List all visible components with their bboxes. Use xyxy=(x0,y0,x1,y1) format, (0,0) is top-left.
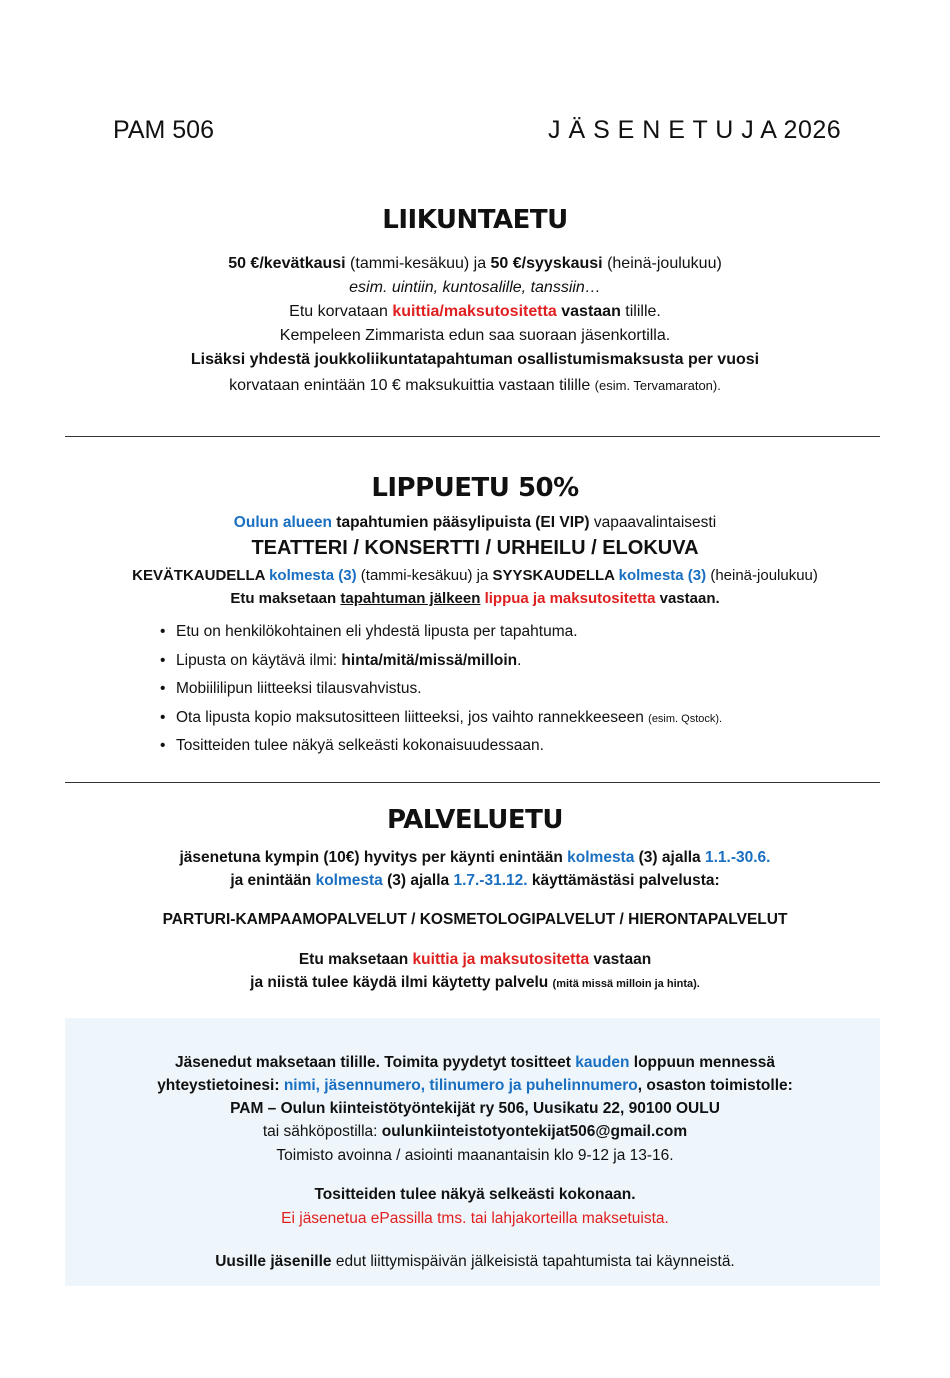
info-line-2: yhteystietoinesi: nimi, jäsennumero, tilinumero ja puhelinnumero, osaston toimistolle: xyxy=(157,1077,793,1094)
lippu-bullet-list xyxy=(160,618,860,761)
lippu-line-3: KEVÄTKAUDELLA kolmesta (3) (tammi-kesäkuu) ja SYYSKAUDELLA kolmesta (3) (heinä-joulukuu) xyxy=(132,567,818,584)
list-item: • Lipusta on käytävä ilmi: hinta/mitä/missä/milloin. xyxy=(160,647,860,676)
email-link[interactable]: oulunkiinteistotyontekijat506@gmail.com xyxy=(381,1123,688,1140)
palvelu-line-4: Etu maksetaan kuittia ja maksutositetta vastaan xyxy=(298,951,652,968)
palvelu-heading: PALVELUETU xyxy=(386,805,564,835)
lippu-heading: LIPPUETU 50% xyxy=(371,473,579,503)
divider-1 xyxy=(65,436,880,437)
info-line-8: Uusille jäsenille edut liittymispäivän jälkeisistä tapahtumista tai käynneistä. xyxy=(215,1253,735,1270)
palvelu-services: PARTURI-KAMPAAMOPALVELUT / KOSMETOLOGIPALVELUT / HIERONTAPALVELUT xyxy=(162,911,788,928)
liikunta-line-4: Kempeleen Zimmarista edun saa suoraan jäsenkortilla. xyxy=(279,327,671,344)
info-email-line: tai sähköpostilla: oulunkiinteistotyontekijat506@gmail.com xyxy=(262,1123,688,1140)
org-title: PAM 506 xyxy=(113,116,214,144)
lippu-categories: TEATTERI / KONSERTTI / URHEILU / ELOKUVA xyxy=(251,537,699,559)
lippu-line-1: Oulun alueen tapahtumien pääsylipuista (EI VIP) vapaavalintaisesti xyxy=(233,514,717,531)
list-item: • Mobiililipun liitteeksi tilausvahvistus. xyxy=(160,675,860,704)
document-title: J Ä S E N E T U J A 2026 xyxy=(548,116,842,144)
info-line-7: Ei jäsenetua ePassilla tms. tai lahjakorteilla maksetuista. xyxy=(281,1210,669,1227)
info-line-1: Jäsenedut maksetaan tilille. Toimita pyydetyt tositteet kauden loppuun mennessä xyxy=(174,1054,776,1071)
liikunta-line-5: Lisäksi yhdestä joukkoliikuntatapahtuman osallistumismaksusta per vuosi xyxy=(190,351,760,368)
liikunta-line-2: esim. uintiin, kuntosalille, tanssiin… xyxy=(349,279,601,296)
divider-2 xyxy=(65,782,880,783)
list-item: • Etu on henkilökohtainen eli yhdestä lipusta per tapahtuma. xyxy=(160,618,860,647)
info-line-6: Tositteiden tulee näkyä selkeästi kokonaan. xyxy=(314,1186,636,1203)
info-office-hours: Toimisto avoinna / asiointi maanantaisin klo 9-12 ja 13-16. xyxy=(276,1147,674,1164)
lippu-line-4: Etu maksetaan tapahtuman jälkeen lippua ja maksutositetta vastaan. xyxy=(230,590,720,607)
palvelu-line-1: jäsenetuna kympin (10€) hyvitys per käynti enintään kolmesta (3) ajalla 1.1.-30.6. xyxy=(179,849,771,866)
liikunta-line-1: 50 €/kevätkausi (tammi-kesäkuu) ja 50 €/syyskausi (heinä-joulukuu) xyxy=(228,255,722,272)
info-address: PAM – Oulun kiinteistötyöntekijät ry 506, Uusikatu 22, 90100 OULU xyxy=(230,1100,720,1117)
palvelu-line-2: ja enintään kolmesta (3) ajalla 1.7.-31.12. käyttämästäsi palvelusta: xyxy=(230,872,720,889)
liikunta-heading: LIIKUNTAETU xyxy=(382,205,568,235)
liikunta-line-3: Etu korvataan kuittia/maksutositetta vastaan tilille. xyxy=(289,303,661,320)
list-item: • Ota lipusta kopio maksutositteen liitteeksi, jos vaihto rannekkeeseen (esim. Qstock). xyxy=(160,704,860,733)
palvelu-line-5: ja niistä tulee käydä ilmi käytetty palvelu (mitä missä milloin ja hinta). xyxy=(250,974,700,991)
liikunta-line-6: korvataan enintään 10 € maksukuittia vastaan tilille (esim. Tervamaraton). xyxy=(229,377,721,394)
list-item: • Tositteiden tulee näkyä selkeästi kokonaisuudessaan. xyxy=(160,732,860,761)
